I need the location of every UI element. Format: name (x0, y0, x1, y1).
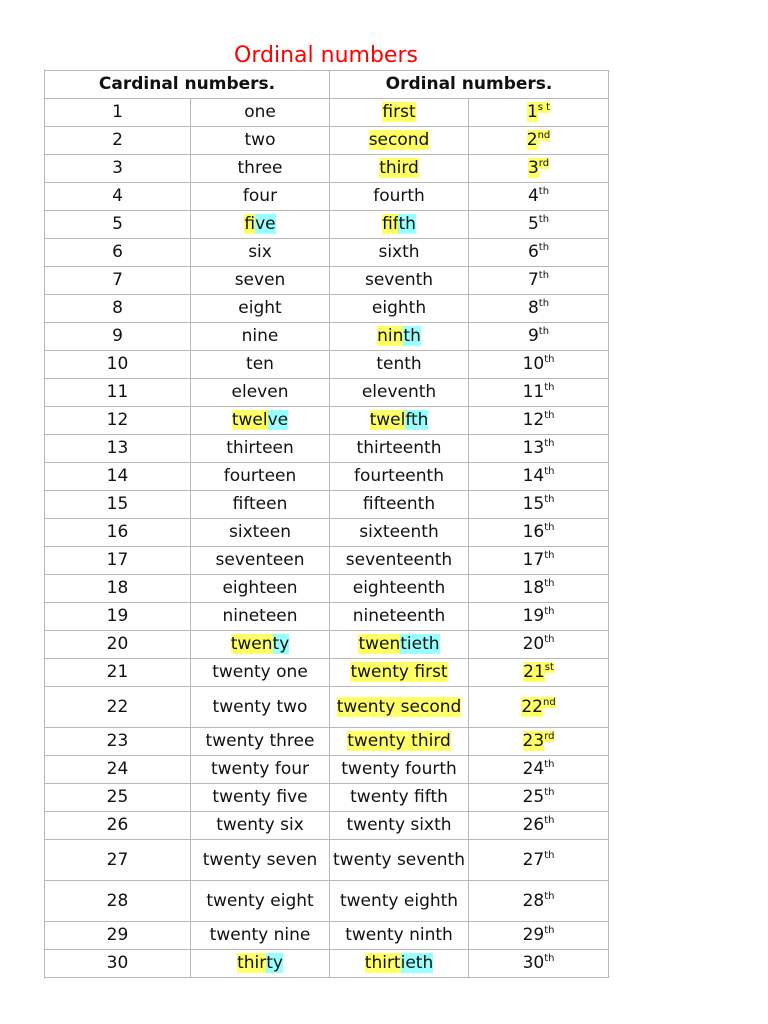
page-title: Ordinal numbers (234, 43, 418, 68)
cardinal-word-segment: seven (234, 270, 286, 290)
cardinal-word-cell (191, 463, 330, 491)
table-row (45, 756, 609, 784)
ordinal-word-cell (330, 950, 469, 978)
ordinal-suffix: st (544, 662, 554, 673)
ordinal-suffix: th (544, 438, 555, 449)
ordinal-word-cell (330, 211, 469, 239)
table-row (45, 812, 609, 840)
ordinal-suffix: s t (537, 102, 551, 113)
cardinal-word-segment: twenty one (212, 662, 308, 682)
cardinal-word-cell (191, 756, 330, 784)
ordinal-word-segment: twenty fourth (341, 759, 457, 779)
ordinal-word-cell (330, 491, 469, 519)
table-row (45, 922, 609, 950)
cardinal-word-cell (191, 687, 330, 728)
ordinal-suffix: th (544, 849, 555, 861)
ordinal-word-segment: seventeenth (345, 550, 453, 570)
ordinal-abbreviation-number: 6 (527, 242, 539, 262)
ordinal-abbreviation-number: 26 (522, 815, 545, 835)
ordinal-abbreviation-number: 19 (522, 606, 545, 626)
cardinal-word-cell (191, 728, 330, 756)
table-row (45, 881, 609, 922)
cardinal-word-segment: twenty nine (209, 925, 311, 945)
ordinal-word-segment: twenty third (347, 731, 451, 751)
cardinal-word-cell (191, 379, 330, 407)
ordinal-word-segment: twenty first (350, 662, 448, 682)
number-cell: 6 (45, 239, 191, 267)
cardinal-word-cell (191, 631, 330, 659)
ordinal-word-segment: sixth (378, 242, 420, 262)
cardinal-word-segment: twenty six (216, 815, 304, 835)
number-cell: 29 (45, 922, 191, 950)
ordinal-numbers-table (44, 70, 609, 978)
ordinal-word-cell (330, 687, 469, 728)
ordinal-abbreviation-cell (469, 183, 609, 211)
ordinal-word-cell (330, 99, 469, 127)
cardinal-word-cell (191, 183, 330, 211)
table-row (45, 295, 609, 323)
ordinal-abbreviation-number: 23 (522, 731, 545, 751)
table-row (45, 99, 609, 127)
ordinal-suffix: th (544, 550, 555, 561)
ordinal-abbreviation-number: 27 (522, 849, 545, 870)
ordinal-suffix: th (538, 298, 550, 309)
cardinal-word-cell (191, 491, 330, 519)
table-row (45, 435, 609, 463)
ordinal-word-segment: twel (369, 410, 406, 430)
ordinal-word-segment: twenty sixth (346, 815, 452, 835)
ordinal-suffix: th (544, 925, 555, 936)
ordinal-word-cell (330, 922, 469, 950)
number-cell: 21 (45, 659, 191, 687)
cardinal-word-cell (191, 295, 330, 323)
ordinal-abbreviation-number: 11 (522, 382, 545, 402)
cardinal-word-segment: ty (272, 634, 290, 654)
cardinal-word-cell (191, 812, 330, 840)
ordinal-word-cell (330, 239, 469, 267)
cardinal-word-cell (191, 127, 330, 155)
ordinal-abbreviation-cell (469, 950, 609, 978)
ordinal-word-segment: eleventh (361, 382, 437, 402)
ordinal-word-segment: sixteenth (359, 522, 439, 542)
ordinal-abbreviation-cell (469, 519, 609, 547)
ordinal-word-cell (330, 323, 469, 351)
cardinal-word-cell (191, 840, 330, 881)
ordinal-suffix: rd (544, 731, 555, 742)
number-cell: 27 (45, 840, 191, 881)
ordinal-word-cell (330, 519, 469, 547)
table-row (45, 183, 609, 211)
ordinal-abbreviation-cell (469, 840, 609, 881)
ordinal-abbreviation-number: 13 (522, 438, 545, 458)
cardinal-word-cell (191, 519, 330, 547)
ordinal-abbreviation-number: 22 (521, 696, 543, 717)
number-cell: 3 (45, 155, 191, 183)
ordinal-word-cell (330, 631, 469, 659)
cardinal-word-segment: nine (241, 326, 279, 346)
ordinal-abbreviation-cell (469, 659, 609, 687)
number-cell: 24 (45, 756, 191, 784)
ordinal-word-cell (330, 127, 469, 155)
cardinal-word-segment: sixteen (229, 522, 291, 542)
ordinal-word-cell (330, 463, 469, 491)
cardinal-word-segment: ty (266, 953, 283, 973)
ordinal-word-segment: twenty second (336, 696, 462, 717)
ordinal-suffix: th (544, 494, 555, 505)
ordinal-word-cell (330, 435, 469, 463)
number-cell: 15 (45, 491, 191, 519)
ordinal-suffix: th (544, 382, 555, 393)
ordinal-suffix: th (544, 953, 555, 964)
ordinal-abbreviation-cell (469, 379, 609, 407)
ordinal-word-segment: seventh (364, 270, 434, 290)
cardinal-word-segment: nineteen (222, 606, 298, 626)
number-cell: 14 (45, 463, 191, 491)
number-cell: 5 (45, 211, 191, 239)
ordinal-abbreviation-number: 29 (522, 925, 545, 945)
cardinal-word-segment: twenty seven (202, 849, 318, 870)
cardinal-word-segment: twenty five (212, 787, 308, 807)
ordinal-abbreviation-cell (469, 784, 609, 812)
number-cell: 16 (45, 519, 191, 547)
ordinal-abbreviation-number: 25 (522, 787, 545, 807)
ordinal-abbreviation-cell (469, 491, 609, 519)
table-row (45, 519, 609, 547)
ordinal-abbreviation-number: 24 (522, 759, 545, 779)
ordinal-suffix: rd (538, 158, 550, 169)
ordinal-abbreviation-number: 18 (522, 578, 545, 598)
cardinal-word-segment: one (244, 102, 276, 122)
ordinal-abbreviation-number: 5 (527, 214, 539, 234)
header-row (45, 71, 609, 99)
number-cell: 30 (45, 950, 191, 978)
table-row (45, 267, 609, 295)
ordinal-word-segment: ieth (400, 953, 434, 973)
cardinal-word-cell (191, 267, 330, 295)
ordinal-word-segment: thirt (364, 953, 401, 973)
ordinal-abbreviation-cell (469, 99, 609, 127)
ordinal-abbreviation-cell (469, 881, 609, 922)
number-cell: 4 (45, 183, 191, 211)
number-cell: 13 (45, 435, 191, 463)
cardinal-word-segment: fifteen (232, 494, 288, 514)
ordinal-abbreviation-number: 20 (522, 634, 545, 654)
cardinal-word-cell (191, 435, 330, 463)
ordinal-suffix: th (538, 242, 550, 253)
table-row (45, 407, 609, 435)
ordinal-word-segment: twenty ninth (345, 925, 453, 945)
cardinal-word-segment: fi (244, 214, 256, 234)
cardinal-word-segment: eighteen (222, 578, 298, 598)
ordinal-abbreviation-cell (469, 323, 609, 351)
ordinal-word-cell (330, 881, 469, 922)
number-cell: 11 (45, 379, 191, 407)
ordinal-abbreviation-number: 14 (522, 466, 545, 486)
table-row (45, 784, 609, 812)
cardinal-word-cell (191, 784, 330, 812)
ordinal-word-segment: fourth (373, 186, 425, 206)
ordinal-suffix: nd (543, 696, 556, 708)
cardinal-word-cell (191, 922, 330, 950)
table-row (45, 950, 609, 978)
ordinal-word-cell (330, 295, 469, 323)
table-row (45, 840, 609, 881)
ordinal-abbreviation-number: 2 (526, 130, 538, 150)
ordinal-abbreviation-cell (469, 127, 609, 155)
table-row (45, 728, 609, 756)
ordinal-word-segment: fourteenth (354, 466, 444, 486)
ordinal-word-segment: th (398, 214, 416, 234)
number-cell: 20 (45, 631, 191, 659)
ordinal-word-segment: tenth (376, 354, 422, 374)
cardinal-word-cell (191, 881, 330, 922)
ordinal-word-segment: nineteenth (352, 606, 446, 626)
ordinal-word-segment: twenty seventh (333, 849, 465, 870)
table-row (45, 211, 609, 239)
ordinal-abbreviation-number: 10 (522, 354, 545, 374)
ordinal-word-segment: third (379, 158, 419, 178)
number-cell: 25 (45, 784, 191, 812)
number-cell: 10 (45, 351, 191, 379)
ordinal-word-cell (330, 351, 469, 379)
ordinal-word-segment: tieth (400, 634, 440, 654)
ordinal-word-segment: eighth (371, 298, 427, 318)
cardinal-word-segment: twel (231, 410, 268, 430)
ordinal-suffix: th (544, 890, 555, 902)
cardinal-word-cell (191, 603, 330, 631)
ordinal-abbreviation-number: 12 (522, 410, 545, 430)
number-cell: 12 (45, 407, 191, 435)
ordinal-suffix: th (538, 270, 550, 281)
cardinal-word-cell (191, 575, 330, 603)
ordinal-abbreviation-cell (469, 631, 609, 659)
cardinal-word-segment: four (242, 186, 278, 206)
ordinal-word-cell (330, 575, 469, 603)
table-row (45, 659, 609, 687)
table-row (45, 687, 609, 728)
ordinal-suffix: th (544, 578, 555, 589)
ordinal-suffix: th (544, 634, 555, 645)
number-cell: 9 (45, 323, 191, 351)
ordinal-abbreviation-cell (469, 463, 609, 491)
cardinal-word-segment: twenty two (212, 696, 308, 717)
ordinal-word-segment: nin (377, 326, 404, 346)
ordinal-word-segment: second (368, 130, 430, 150)
ordinal-abbreviation-cell (469, 239, 609, 267)
header-cardinal-numbers: Cardinal numbers. (45, 71, 330, 99)
ordinal-word-segment: th (403, 326, 421, 346)
ordinal-word-segment: fifteenth (362, 494, 436, 514)
cardinal-word-segment: three (237, 158, 283, 178)
ordinal-word-segment: twenty fifth (350, 787, 448, 807)
ordinal-suffix: th (538, 214, 550, 225)
ordinal-abbreviation-cell (469, 211, 609, 239)
header-ordinal-numbers: Ordinal numbers. (330, 71, 609, 99)
number-cell: 18 (45, 575, 191, 603)
table-row (45, 491, 609, 519)
cardinal-word-cell (191, 950, 330, 978)
table-row (45, 547, 609, 575)
ordinal-suffix: th (538, 326, 550, 337)
ordinal-suffix: th (544, 759, 555, 770)
ordinal-abbreviation-cell (469, 728, 609, 756)
ordinal-abbreviation-number: 17 (522, 550, 545, 570)
ordinal-word-segment: eighteenth (352, 578, 446, 598)
table-row (45, 155, 609, 183)
cardinal-word-segment: twen (230, 634, 273, 654)
table-row (45, 127, 609, 155)
ordinal-word-segment: thirteenth (356, 438, 442, 458)
ordinal-abbreviation-cell (469, 687, 609, 728)
ordinal-word-cell (330, 155, 469, 183)
cardinal-word-segment: twenty eight (206, 890, 314, 911)
number-cell: 23 (45, 728, 191, 756)
ordinal-abbreviation-cell (469, 351, 609, 379)
ordinal-suffix: th (544, 606, 555, 617)
cardinal-word-segment: eleven (231, 382, 289, 402)
cardinal-word-cell (191, 211, 330, 239)
ordinal-suffix: th (544, 787, 555, 798)
ordinal-word-cell (330, 812, 469, 840)
cardinal-word-segment: seventeen (215, 550, 305, 570)
cardinal-word-cell (191, 547, 330, 575)
ordinal-abbreviation-cell (469, 435, 609, 463)
ordinal-word-segment: fif (382, 214, 399, 234)
ordinal-suffix: th (544, 466, 555, 477)
ordinal-suffix: nd (537, 130, 551, 141)
ordinal-abbreviation-number: 16 (522, 522, 545, 542)
ordinal-abbreviation-number: 30 (522, 953, 545, 973)
ordinal-word-segment: twenty eighth (339, 890, 459, 911)
cardinal-word-cell (191, 407, 330, 435)
ordinal-abbreviation-cell (469, 603, 609, 631)
cardinal-word-segment: six (248, 242, 272, 262)
ordinal-word-cell (330, 183, 469, 211)
table-row (45, 379, 609, 407)
table-row (45, 603, 609, 631)
ordinal-abbreviation-number: 1 (526, 102, 538, 122)
ordinal-abbreviation-cell (469, 922, 609, 950)
cardinal-word-segment: ve (255, 214, 276, 234)
table-row (45, 351, 609, 379)
number-cell: 22 (45, 687, 191, 728)
ordinal-word-cell (330, 840, 469, 881)
ordinal-abbreviation-number: 4 (527, 186, 539, 206)
cardinal-word-cell (191, 99, 330, 127)
ordinal-word-cell (330, 267, 469, 295)
ordinal-word-cell (330, 756, 469, 784)
number-cell: 1 (45, 99, 191, 127)
ordinal-word-cell (330, 407, 469, 435)
ordinal-word-cell (330, 379, 469, 407)
cardinal-word-segment: two (244, 130, 276, 150)
ordinal-abbreviation-number: 28 (522, 890, 545, 911)
ordinal-suffix: th (544, 410, 555, 421)
ordinal-word-cell (330, 603, 469, 631)
cardinal-word-segment: eight (238, 298, 282, 318)
cardinal-word-segment: twenty four (210, 759, 310, 779)
ordinal-word-cell (330, 547, 469, 575)
number-cell: 28 (45, 881, 191, 922)
table-row (45, 323, 609, 351)
ordinal-abbreviation-cell (469, 155, 609, 183)
number-cell: 17 (45, 547, 191, 575)
ordinal-abbreviation-cell (469, 812, 609, 840)
ordinal-word-cell (330, 784, 469, 812)
ordinal-abbreviation-number: 21 (523, 662, 545, 682)
ordinal-word-segment: first (382, 102, 416, 122)
ordinal-abbreviation-cell (469, 267, 609, 295)
ordinal-suffix: th (544, 815, 555, 826)
ordinal-abbreviation-cell (469, 295, 609, 323)
cardinal-word-cell (191, 659, 330, 687)
table-row (45, 575, 609, 603)
ordinal-word-cell (330, 659, 469, 687)
ordinal-abbreviation-cell (469, 756, 609, 784)
ordinal-suffix: th (538, 186, 550, 197)
number-cell: 2 (45, 127, 191, 155)
ordinal-abbreviation-cell (469, 547, 609, 575)
ordinal-word-cell (330, 728, 469, 756)
ordinal-abbreviation-number: 15 (522, 494, 545, 514)
ordinal-abbreviation-number: 9 (527, 326, 539, 346)
ordinal-word-segment: fth (405, 410, 429, 430)
ordinal-abbreviation-cell (469, 407, 609, 435)
table-row (45, 631, 609, 659)
table-row (45, 239, 609, 267)
table-body (45, 71, 609, 978)
cardinal-word-segment: ten (246, 354, 274, 374)
cardinal-word-segment: thir (237, 953, 267, 973)
ordinal-suffix: th (544, 354, 555, 365)
cardinal-word-cell (191, 323, 330, 351)
cardinal-word-cell (191, 155, 330, 183)
number-cell: 7 (45, 267, 191, 295)
cardinal-word-cell (191, 351, 330, 379)
table-row (45, 463, 609, 491)
cardinal-word-segment: thirteen (226, 438, 294, 458)
number-cell: 26 (45, 812, 191, 840)
ordinal-suffix: th (544, 522, 555, 533)
cardinal-word-segment: ve (267, 410, 289, 430)
ordinal-abbreviation-number: 3 (527, 158, 539, 178)
cardinal-word-segment: twenty three (205, 731, 315, 751)
cardinal-word-cell (191, 239, 330, 267)
number-cell: 8 (45, 295, 191, 323)
number-cell: 19 (45, 603, 191, 631)
ordinal-abbreviation-number: 8 (527, 298, 539, 318)
ordinal-abbreviation-cell (469, 575, 609, 603)
ordinal-word-segment: twen (358, 634, 401, 654)
cardinal-word-segment: fourteen (223, 466, 297, 486)
ordinal-abbreviation-number: 7 (527, 270, 539, 290)
